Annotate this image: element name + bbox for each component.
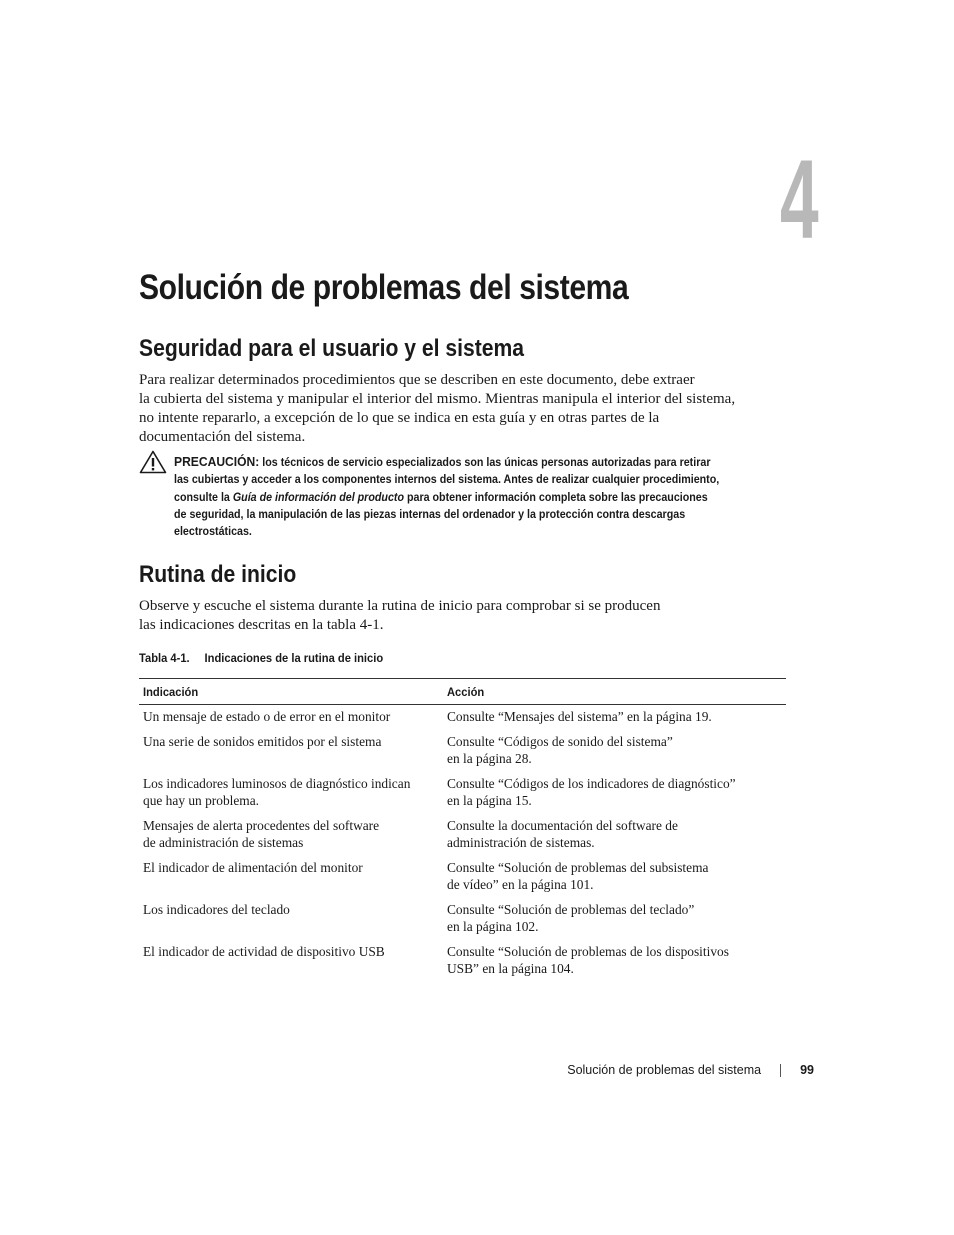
chapter-title: Solución de problemas del sistema bbox=[139, 268, 629, 307]
cell-accion: Consulte “Códigos de sonido del sistema” en la página 28. bbox=[447, 734, 673, 766]
cell-indicacion: Mensajes de alerta procedentes del software de administración de sistemas bbox=[143, 818, 380, 850]
paragraph-line: las indicaciones descritas en la tabla 4-1. bbox=[139, 617, 384, 633]
cell-accion: Consulte “Solución de problemas del teclado” en la página 102. bbox=[447, 902, 695, 934]
table-row bbox=[139, 856, 786, 898]
table-row bbox=[139, 730, 786, 772]
product-info-guide-reference: Guía de información del producto bbox=[232, 491, 404, 504]
column-header-indicacion: Indicación bbox=[143, 684, 199, 699]
cell-indicacion: El indicador de alimentación del monitor bbox=[143, 860, 363, 875]
cell-accion: Consulte “Solución de problemas del subsistema de vídeo” en la página 101. bbox=[447, 860, 709, 892]
chapter-number: 4 bbox=[780, 137, 819, 262]
table-row bbox=[139, 940, 786, 982]
footer-separator bbox=[780, 1064, 781, 1077]
cell-accion: Consulte “Mensajes del sistema” en la página 19. bbox=[447, 709, 712, 724]
warning-triangle-icon bbox=[139, 450, 167, 474]
caution-text: para obtener información completa sobre las precauciones bbox=[403, 491, 708, 504]
cell-indicacion: Una serie de sonidos emitidos por el sistema bbox=[143, 734, 382, 749]
table-row bbox=[139, 898, 786, 940]
table-caption bbox=[139, 651, 383, 665]
table-header-row bbox=[139, 679, 786, 704]
caution-text: consulte la bbox=[174, 491, 233, 504]
paragraph-line: Observe y escuche el sistema durante la rutina de inicio para comprobar si se producen bbox=[139, 598, 661, 614]
caution-label: PRECAUCIÓN: bbox=[174, 454, 260, 469]
caution-text: de seguridad, la manipulación de las piezas internas del ordenador y la protección contra descargas bbox=[174, 508, 686, 521]
paragraph-line: documentación del sistema. bbox=[139, 429, 306, 445]
table-caption-number: Tabla 4-1. bbox=[139, 651, 190, 665]
cell-indicacion: Los indicadores del teclado bbox=[143, 902, 290, 917]
running-title: Solución de problemas del sistema bbox=[567, 1063, 762, 1077]
cell-accion: Consulte “Códigos de los indicadores de diagnóstico” en la página 15. bbox=[447, 776, 736, 808]
cell-indicacion: El indicador de actividad de dispositivo USB bbox=[143, 944, 385, 959]
table-row bbox=[139, 772, 786, 814]
column-header-accion: Acción bbox=[447, 684, 485, 699]
paragraph-line: no intente repararlo, a excepción de lo que se indica en esta guía y en otras partes de la bbox=[139, 410, 660, 426]
page-number: 99 bbox=[800, 1063, 814, 1077]
startup-indications-table bbox=[139, 678, 786, 982]
table-row bbox=[139, 814, 786, 856]
page-footer bbox=[567, 1062, 814, 1078]
cell-accion: Consulte la documentación del software de administración de sistemas. bbox=[447, 818, 678, 850]
cell-indicacion: Un mensaje de estado o de error en el monitor bbox=[143, 709, 391, 724]
caution-text: electrostáticas. bbox=[174, 526, 252, 539]
section-heading-rutina: Rutina de inicio bbox=[139, 561, 297, 588]
caution-text: las cubiertas y acceder a los componentes internos del sistema. Antes de realizar cualquier procedimiento, bbox=[174, 474, 720, 487]
table-row bbox=[139, 705, 786, 730]
cell-indicacion: Los indicadores luminosos de diagnóstico indican que hay un problema. bbox=[143, 776, 411, 808]
section-seguridad-paragraph bbox=[139, 371, 789, 447]
table-caption-title: Indicaciones de la rutina de inicio bbox=[204, 651, 384, 665]
paragraph-line: Para realizar determinados procedimientos que se describen en este documento, debe extraer bbox=[139, 372, 695, 388]
caution-text: los técnicos de servicio especializados son las únicas personas autorizadas para retirar bbox=[262, 457, 711, 469]
section-rutina-paragraph bbox=[139, 597, 789, 635]
cell-accion: Consulte “Solución de problemas de los dispositivos USB” en la página 104. bbox=[447, 944, 729, 976]
paragraph-line: la cubierta del sistema y manipular el interior del mismo. Mientras manipula el interior del sistema, bbox=[139, 391, 736, 407]
section-heading-seguridad: Seguridad para el usuario y el sistema bbox=[139, 335, 525, 362]
caution-notice bbox=[174, 453, 779, 541]
